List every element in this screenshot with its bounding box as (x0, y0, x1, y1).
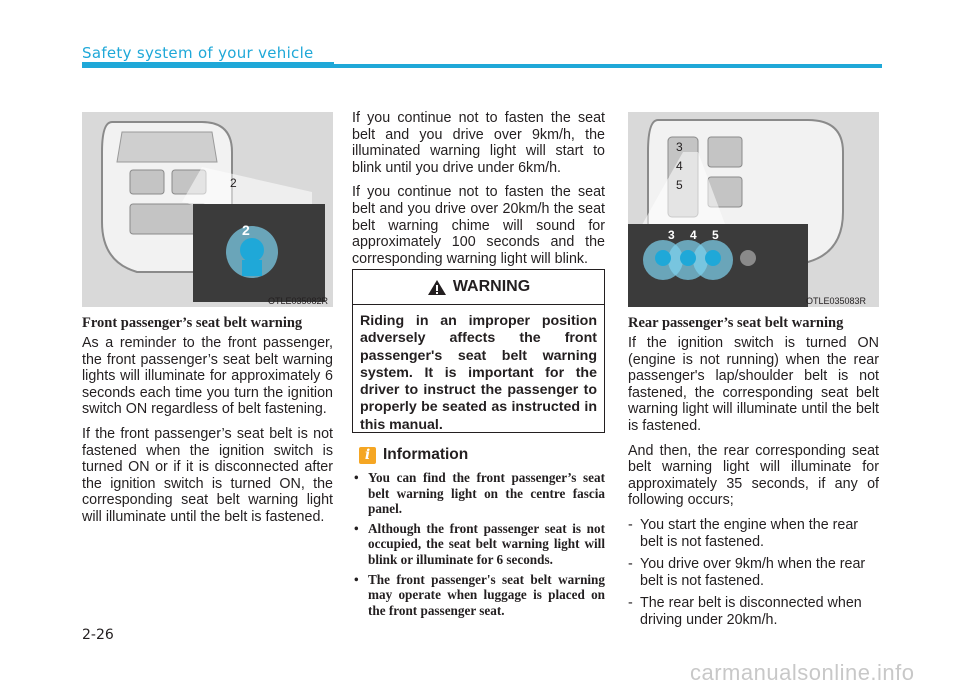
paragraph: And then, the rear corresponding seat belt warning light will illuminate for approximately 35 seconds, if any of following occurs; (628, 442, 879, 509)
page-number: 2-26 (82, 627, 114, 643)
paragraph: If you continue not to fasten the seat belt and you drive over 9km/h, the illuminated warning light will start to blink until you drive under 6km/h. (352, 110, 605, 176)
callout-number: 2 (242, 222, 250, 238)
section-title: Front passenger’s seat belt warning (82, 315, 303, 331)
callout-number: 4 (690, 228, 697, 242)
list-item: • Although the front passenger seat is not occupied, the seat belt warning light will blink or illuminate for 6 seconds. (354, 520, 605, 567)
information-header (359, 446, 468, 464)
callout-number: 5 (676, 178, 683, 192)
text-column-middle (352, 110, 605, 275)
warning-label: WARNING (452, 278, 531, 295)
section-title: Rear passenger’s seat belt warning (628, 315, 844, 331)
watermark: carmanualsonline.info (690, 660, 915, 685)
warning-header (353, 270, 604, 305)
rear-passenger-figure (628, 112, 879, 307)
text-column-right (628, 335, 879, 635)
list-item: • You can find the front passenger’s seat belt warning light on the centre fascia panel. (354, 470, 605, 517)
callout-number: 5 (712, 228, 719, 242)
section-header: Safety system of your vehicle (82, 44, 314, 62)
information-label: Information (383, 446, 469, 463)
paragraph: If you continue not to fasten the seat belt and you drive over 20km/h the seat belt warning chime will sound for approximately 100 seconds and the corresponding warning light will blink. (352, 184, 605, 267)
paragraph: If the front passenger’s seat belt is not fastened when the ignition switch is turned ON or if it is disconnected after the ignition switch is turned ON, the corresponding seat belt warning light will illuminate until the belt is fastened. (82, 425, 333, 525)
warning-box (352, 269, 605, 433)
header-rule-accent (82, 62, 334, 68)
information-list (352, 470, 605, 622)
paragraph: As a reminder to the front passenger, the front passenger’s seat belt warning lights will illuminate for approximately 6 seconds each time you turn the ignition switch ON regardless of belt fastening. (82, 335, 333, 418)
front-passenger-figure (82, 112, 333, 307)
list-item: - The rear belt is disconnected when driving under 20km/h. (628, 595, 862, 628)
car-top-view-illustration (82, 112, 333, 307)
paragraph: If the ignition switch is turned ON (engine is not running) when the rear passenger's lap/shoulder belt is not fastened, the corresponding seat belt warning light will illuminate until the belt is fastened. (628, 335, 879, 434)
list-item: - You start the engine when the rear belt is not fastened. (628, 516, 859, 550)
text-column-left (82, 335, 333, 534)
list-item: • The front passenger's seat belt warning may operate when luggage is placed on the front passenger seat. (354, 571, 605, 618)
list-item: - You drive over 9km/h when the rear belt is not fastened. (628, 556, 866, 589)
figure-code: OTLE035083R (806, 296, 867, 306)
callout-number: 3 (676, 140, 683, 154)
figure-code: OTLE035082R (268, 296, 329, 306)
callout-number: 3 (668, 228, 675, 242)
warning-text: Riding in an improper position adversely affects the front passenger's seat belt warning system. It is important for the driver to instruct the passenger to properly be seated as instructed in this manual. (360, 313, 597, 433)
callout-number: 4 (676, 159, 683, 173)
info-icon: i (359, 447, 376, 464)
callout-number: 2 (230, 176, 237, 190)
car-top-view-illustration (628, 112, 879, 307)
warning-triangle-icon (427, 279, 447, 296)
